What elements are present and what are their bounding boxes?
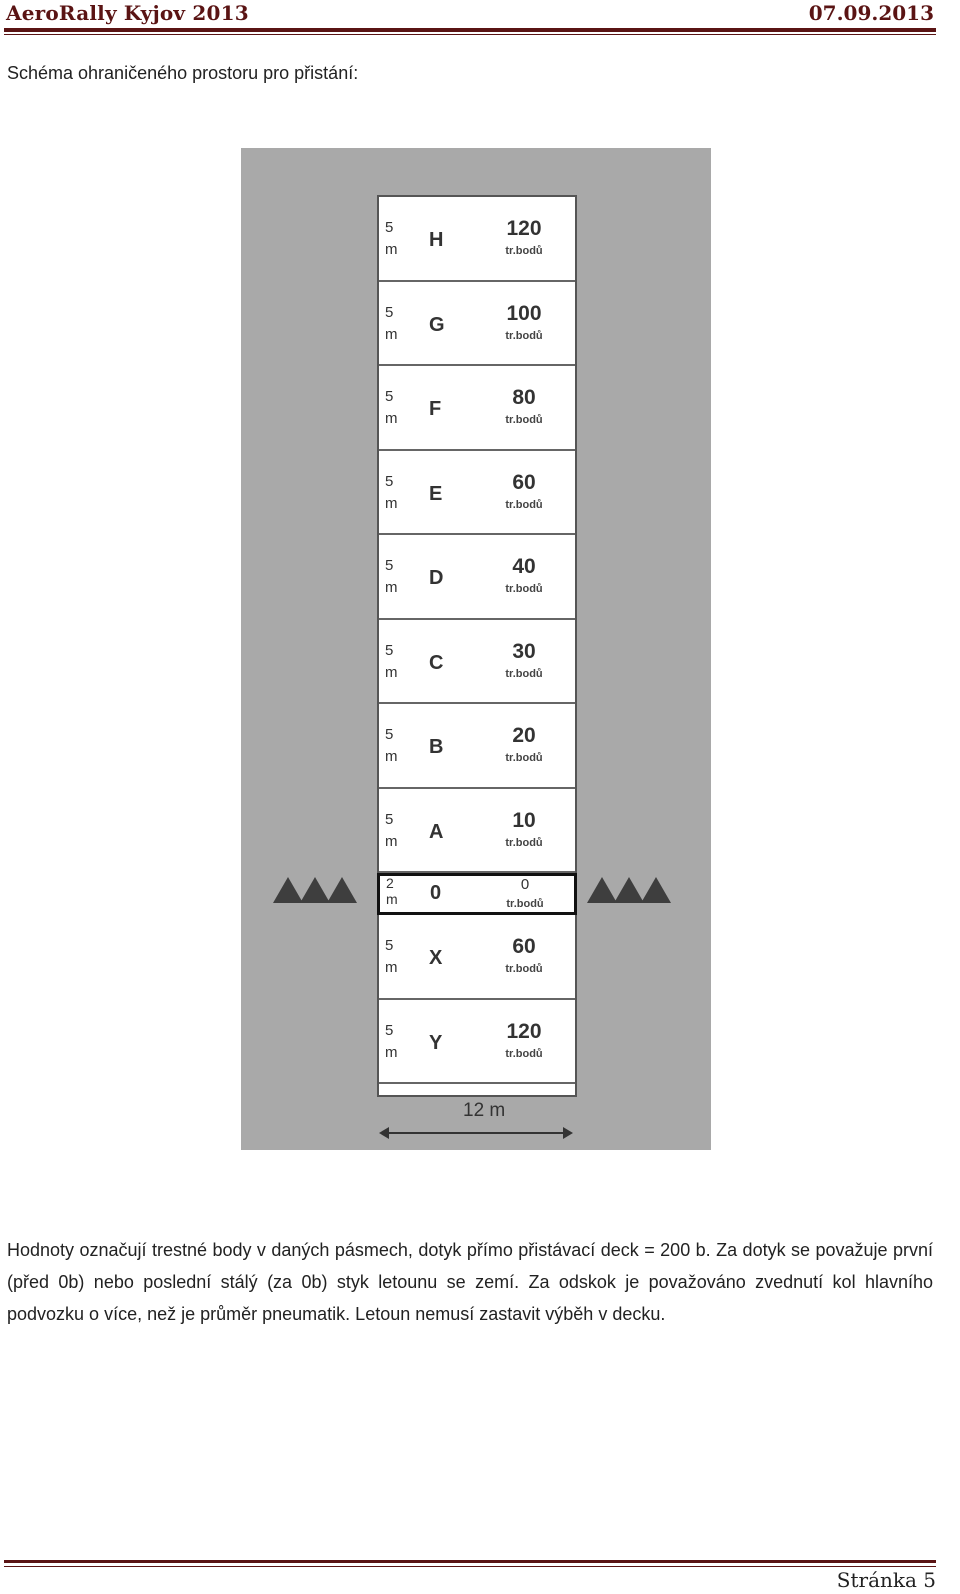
zone-points-unit: tr.bodů: [505, 583, 543, 595]
zone-points: 0: [520, 876, 530, 893]
zone-points: 20: [512, 724, 536, 747]
zone-distance: 5 m: [385, 388, 398, 427]
zone-D: [379, 535, 575, 620]
footer-rule-thick: [4, 1560, 936, 1563]
zone-letter: D: [429, 567, 444, 589]
header-date: 07.09.2013: [808, 1, 934, 25]
zone-B: [379, 704, 575, 789]
zone-points-unit: tr.bodů: [505, 245, 543, 257]
marker-triangles-right: [587, 877, 668, 903]
zone-points: 120: [506, 1019, 542, 1043]
zone-H: [379, 197, 575, 282]
zone-letter: H: [429, 229, 444, 251]
zone-points: 40: [512, 555, 536, 578]
landing-strip: [377, 195, 577, 1097]
zone-points: 60: [512, 470, 536, 494]
zone-letter: Y: [429, 1031, 443, 1054]
zone-points: 30: [512, 639, 536, 663]
zone-letter: G: [429, 313, 445, 336]
zone-distance: 5 m: [385, 219, 398, 258]
zone-points: 100: [506, 301, 542, 325]
zone-Y: [379, 1000, 575, 1085]
zone-points-unit: tr.bodů: [505, 963, 543, 975]
zone-G: [379, 282, 575, 367]
zone-letter: E: [429, 482, 443, 505]
footer-rule-thin: [4, 1566, 936, 1567]
triangle-marker-icon: [641, 877, 671, 903]
zone-points: 60: [512, 935, 536, 958]
zone-points-unit: tr.bodů: [505, 752, 543, 764]
strip-width-label: 12 m: [463, 1100, 506, 1121]
header-title: AeroRally Kyjov 2013: [6, 1, 249, 25]
zone-points-unit: tr.bodů: [505, 836, 543, 849]
zone-points-unit: tr.bodů: [506, 898, 544, 910]
zone-E: [379, 451, 575, 536]
zone-letter: F: [429, 398, 442, 420]
zone-distance: 5 m: [385, 937, 398, 976]
zone-distance: 5 m: [385, 1021, 398, 1061]
triangle-marker-icon: [300, 877, 330, 903]
zone-letter: 0: [430, 882, 442, 904]
zone-points-unit: tr.bodů: [505, 414, 543, 426]
triangle-marker-icon: [327, 877, 357, 903]
zone-points-unit: tr.bodů: [505, 329, 543, 342]
zone-letter: A: [429, 820, 444, 843]
page-number: Stránka 5: [836, 1568, 936, 1592]
zone-letter: X: [429, 947, 443, 969]
header-rule-thick: [4, 28, 936, 32]
zone-F: [379, 366, 575, 451]
zone-distance: 2 m: [386, 875, 398, 907]
zone-points: 10: [512, 808, 536, 832]
width-arrow-icon: [381, 1132, 571, 1134]
zone-points-unit: tr.bodů: [505, 667, 543, 680]
zone-A: [379, 789, 575, 874]
triangle-marker-icon: [587, 877, 617, 903]
zone-distance: 5 m: [385, 726, 398, 765]
section-subtitle: Schéma ohraničeného prostoru pro přistání:: [7, 63, 359, 83]
zone-C: [379, 620, 575, 705]
zone-points: 120: [506, 217, 542, 240]
zone-points-unit: tr.bodů: [505, 498, 543, 511]
zone-distance: 5 m: [385, 303, 398, 343]
marker-triangles-left: [273, 877, 354, 903]
rules-paragraph: Hodnoty označují trestné body v daných pásmech, dotyk přímo přistávací deck = 200 b. Za dotyk se považuje první (před 0b) nebo poslední stálý (za 0b) styk letounu se zemí. Za odskok je považováno zvednutí kol hlavního podvozku o více, než je průměr pneumatik. Letoun nemusí zastavit výběh v decku.: [7, 1240, 933, 1324]
triangle-marker-icon: [273, 877, 303, 903]
landing-area-diagram: [241, 148, 711, 1150]
zone-letter: C: [429, 651, 444, 674]
zone-points-unit: tr.bodů: [505, 1047, 543, 1060]
zone-X: [379, 915, 575, 1000]
zone-letter: B: [429, 736, 444, 758]
triangle-marker-icon: [614, 877, 644, 903]
header-rule-thin: [4, 34, 936, 35]
zone-distance: 5 m: [385, 810, 398, 850]
zone-distance: 5 m: [385, 557, 398, 596]
page-header: [4, 0, 936, 30]
zone-distance: 5 m: [385, 472, 398, 512]
zone-0: [377, 873, 577, 915]
zone-points: 80: [512, 386, 536, 409]
zone-distance: 5 m: [385, 641, 398, 681]
